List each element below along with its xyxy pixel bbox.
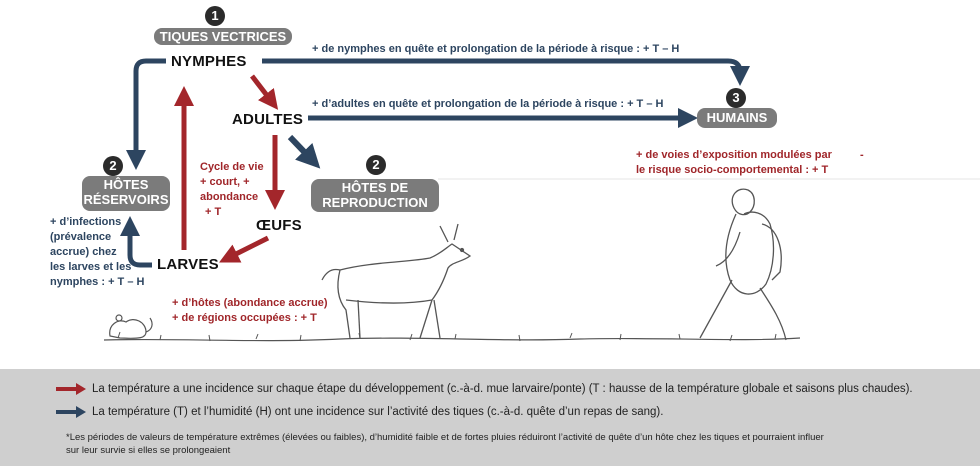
reproduction-label-line-1: HÔTES DE: [341, 180, 409, 195]
annotation-infections: [50, 215, 160, 290]
legend-blue-text: La température (T) et l’humidité (H) ont une incidence sur l’activité des tiques (c.-à-d. quête d’un repas de sang).: [92, 406, 664, 419]
annotation-hosts: [172, 296, 352, 326]
reproduction-hosts-label: [311, 179, 439, 212]
exposure-dash: -: [860, 149, 864, 161]
annotation-life-cycle: [200, 160, 280, 220]
hosts-line-1: + d’hôtes (abondance accrue): [172, 297, 328, 309]
footnote-line-1: *Les périodes de valeurs de température extrêmes (élevées ou faibles), d’humidité faible et de fortes pluies réduiront l’activité de quête d’un hôte chez les tiques et pourraient influer: [66, 432, 824, 443]
reservoir-label-line-2: RÉSERVOIRS: [83, 192, 169, 207]
reproduction-label-line-2: REPRODUCTION: [322, 195, 428, 210]
reproduction-number-badge: 2: [366, 155, 386, 175]
reservoir-label-line-1: HÔTES: [103, 177, 149, 192]
arrow-eggs-to-larvae: [228, 238, 268, 258]
annotation-adults-to-humans: + d’adultes en quête et prolongation de la période à risque : + T – H: [312, 98, 664, 110]
arrow-nymphs-to-adults: [252, 76, 272, 102]
arrow-adults-to-reproduction: [290, 137, 312, 160]
infections-line-2: (prévalence: [50, 231, 112, 243]
red-arrow-icon: [56, 383, 86, 395]
annotation-nymphs-to-humans: + de nymphes en quête et prolongation de la période à risque : + T – H: [312, 43, 680, 55]
legend-footnote: [66, 431, 926, 457]
legend-panel: [0, 369, 980, 466]
stage-eggs: ŒUFS: [256, 217, 302, 234]
reservoir-hosts-label: [82, 176, 170, 211]
infections-line-1: + d’infections: [50, 216, 122, 228]
hosts-line-2: + de régions occupées : + T: [172, 312, 317, 324]
life-cycle-line-1: Cycle de vie: [200, 161, 264, 173]
legend-red-text: La température a une incidence sur chaque étape du développement (c.-à-d. mue larvaire/ponte) (T : hausse de la température globale et saisons plus chaudes).: [92, 383, 913, 396]
exposure-line-1: + de voies d’exposition modulées par: [636, 149, 832, 161]
stage-larvae: LARVES: [157, 256, 219, 273]
reservoir-number-badge: 2: [103, 156, 123, 176]
blue-arrow-icon: [56, 406, 86, 418]
infections-line-4: les larves et les: [50, 261, 132, 273]
vectors-number-badge: 1: [205, 6, 225, 26]
life-cycle-line-2: + court, +: [200, 176, 250, 188]
infections-line-3: accrue) chez: [50, 246, 117, 258]
legend-red-row: [56, 383, 913, 395]
arrow-nymphs-to-humans: [262, 61, 740, 76]
humans-number-badge: 3: [726, 88, 746, 108]
vectors-label: TIQUES VECTRICES: [154, 28, 292, 45]
rodent-icon: [110, 315, 152, 338]
arrow-nymphs-to-reservoir: [136, 61, 166, 160]
annotation-exposure: [636, 148, 856, 178]
exposure-line-2: le risque socio-comportemental : + T: [636, 164, 829, 176]
stage-adults: ADULTES: [232, 111, 304, 128]
infections-line-5: nymphes : + T – H: [50, 276, 145, 288]
humans-label: HUMAINS: [697, 108, 777, 128]
legend-blue-row: [56, 406, 663, 418]
life-cycle-line-3: abondance: [200, 191, 259, 203]
hiker-icon: [700, 189, 786, 340]
footnote-line-2: sur leur survie si elles se prolongeaient: [66, 445, 231, 456]
stage-nymphs: NYMPHES: [171, 53, 247, 70]
ground-line: [104, 338, 800, 341]
life-cycle-line-4: + T: [205, 206, 222, 218]
